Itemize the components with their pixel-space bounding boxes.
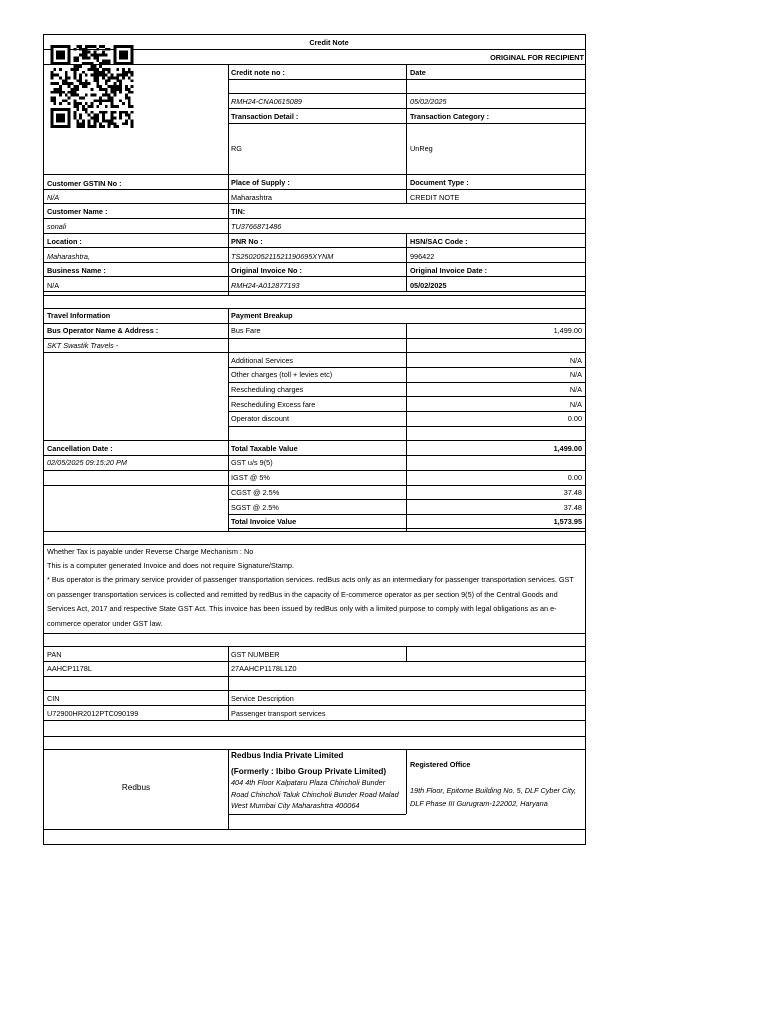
table-rule	[228, 308, 229, 531]
travel-info-heading: Travel Information	[47, 311, 111, 320]
hsn-label: HSN/SAC Code :	[410, 237, 468, 246]
gst-number-label: GST NUMBER	[231, 650, 280, 659]
table-rule	[43, 633, 586, 634]
table-rule	[228, 485, 586, 486]
table-rule	[43, 661, 586, 662]
payment-row-value: N/A	[569, 370, 582, 379]
table-rule	[43, 189, 586, 190]
copy-label: ORIGINAL FOR RECIPIENT	[490, 53, 584, 62]
table-rule	[43, 291, 586, 292]
reverse-charge-note: Whether Tax is payable under Reverse Charge Mechanism : No	[47, 547, 254, 556]
sgst-label: SGST @ 2.5%	[231, 503, 279, 512]
table-rule	[43, 705, 586, 706]
payment-row-label: Other charges (toll + levies etc)	[231, 370, 333, 379]
table-rule	[228, 646, 229, 720]
igst-label: IGST @ 5%	[231, 473, 270, 482]
table-rule	[228, 123, 586, 124]
sgst-value: 37.48	[563, 503, 582, 512]
cancellation-date-value: 02/05/2025 09:15:20 PM	[47, 458, 127, 467]
total-invoice-value: 1,573.95	[553, 517, 582, 526]
table-rule	[43, 440, 228, 441]
table-rule	[406, 174, 407, 203]
transaction-detail-value: RG	[231, 144, 242, 153]
table-rule	[43, 749, 586, 750]
table-rule	[228, 352, 586, 353]
igst-value: 0.00	[567, 473, 582, 482]
table-rule	[43, 720, 586, 721]
table-rule	[43, 233, 586, 234]
table-rule	[43, 276, 586, 277]
payment-row-value: 0.00	[567, 414, 582, 423]
table-rule	[43, 676, 586, 677]
table-rule	[228, 470, 586, 471]
document-type-label: Document Type :	[410, 178, 469, 187]
customer-name-label: Customer Name :	[47, 207, 108, 216]
table-rule	[43, 295, 586, 296]
table-rule	[228, 108, 586, 109]
document-type-value: CREDIT NOTE	[410, 193, 460, 202]
total-taxable-value: 1,499.00	[553, 444, 582, 453]
table-rule	[406, 323, 407, 531]
table-rule	[228, 367, 586, 368]
table-rule	[43, 544, 586, 545]
gst-number-value: 27AAHCP1178L1Z0	[231, 664, 297, 673]
cgst-label: CGST @ 2.5%	[231, 488, 280, 497]
hsn-value: 996422	[410, 252, 435, 261]
cgst-value: 37.48	[563, 488, 582, 497]
table-rule	[228, 382, 586, 383]
payment-row-value: N/A	[569, 385, 582, 394]
table-rule	[228, 411, 586, 412]
company-name: Redbus India Private Limited	[231, 751, 344, 760]
table-rule	[406, 64, 407, 174]
original-invoice-no-value: RMH24-A012877193	[231, 281, 300, 290]
original-invoice-date-value: 05/02/2025	[410, 281, 447, 290]
tin-value: TU3766871486	[231, 222, 282, 231]
table-rule	[228, 814, 406, 815]
pnr-label: PNR No :	[231, 237, 263, 246]
table-rule	[43, 829, 586, 830]
credit-note-no-value: RMH24-CNA0615089	[231, 97, 302, 106]
bus-operator-value: SKT Swastik Travels -	[47, 341, 119, 350]
gst-section-label: GST u/s 9(5)	[231, 458, 273, 467]
table-rule	[43, 470, 228, 471]
pnr-value: TS250205211521190695XYNM	[231, 252, 334, 261]
table-rule	[43, 308, 586, 309]
cancellation-date-label: Cancellation Date :	[47, 444, 113, 453]
table-rule	[43, 736, 586, 737]
cin-label: CIN	[47, 694, 60, 703]
table-rule	[43, 203, 586, 204]
bus-operator-label: Bus Operator Name & Address :	[47, 326, 159, 335]
tin-label: TIN:	[231, 207, 246, 216]
customer-gstin-value: N/A	[47, 193, 60, 202]
table-rule	[43, 262, 586, 263]
transaction-category-value: UnReg	[410, 144, 433, 153]
table-rule	[228, 79, 586, 80]
original-invoice-no-label: Original Invoice No :	[231, 266, 302, 275]
service-description-value: Passenger transport services	[231, 709, 326, 718]
payment-row-label: Rescheduling charges	[231, 385, 304, 394]
place-of-supply-value: Maharashtra	[231, 193, 272, 202]
table-rule	[43, 218, 586, 219]
cin-value: U72900HR2012PTC090199	[47, 709, 139, 718]
payment-breakup-heading: Payment Breakup	[231, 311, 293, 320]
place-of-supply-label: Place of Supply :	[231, 178, 290, 187]
pan-label: PAN	[47, 650, 62, 659]
table-rule	[43, 323, 586, 324]
total-invoice-label: Total Invoice Value	[231, 517, 297, 526]
table-rule	[43, 247, 586, 248]
table-rule	[228, 528, 586, 529]
table-rule	[228, 455, 586, 456]
date-label: Date	[410, 68, 426, 77]
registered-office-label: Registered Office	[410, 760, 471, 769]
payment-row-value: N/A	[569, 400, 582, 409]
transaction-detail-label: Transaction Detail :	[231, 112, 299, 121]
credit-note-no-label: Credit note no :	[231, 68, 285, 77]
date-value: 05/02/2025	[410, 97, 447, 106]
table-rule	[43, 485, 228, 486]
business-name-label: Business Name :	[47, 266, 106, 275]
table-rule	[406, 749, 407, 814]
brand-name: Redbus	[121, 783, 151, 792]
registered-office-address: 19th Floor, Epitome Building No. 5, DLF Cyber City, DLF Phase III Gurugram-122002, Haryana	[410, 786, 577, 808]
payment-row-label: Operator discount	[231, 414, 290, 423]
table-rule	[228, 426, 586, 427]
company-former-name: (Formerly : Ibibo Group Private Limited)	[231, 767, 387, 776]
table-rule	[43, 174, 586, 175]
table-rule	[43, 646, 586, 647]
table-rule	[43, 531, 586, 532]
table-rule	[406, 646, 407, 661]
pan-value: AAHCP1178L	[47, 664, 92, 673]
gst-disclaimer: * Bus operator is the primary service provider of passenger transportation services. redBus acts only as an intermediary for passenger transportation services. GST on passenger transportation services is collected and remitted by redBus in the capacity of E-commerce operator as per section 9(5) of the Central Goods and Services Act, 2017 and respective State GST Act. This invoice has been issued by redBus only with a limited purpose to comply with legal obligations as an e-commerce operator under GST law.	[47, 575, 574, 628]
table-rule	[43, 455, 228, 456]
payment-row-value: 1,499.00	[553, 326, 582, 335]
table-rule	[228, 749, 229, 829]
transaction-category-label: Transaction Category :	[410, 112, 490, 121]
business-name-value: N/A	[47, 281, 60, 290]
location-value: Maharashtra,	[47, 252, 90, 261]
document-title: Credit Note	[309, 38, 349, 47]
table-rule	[228, 440, 586, 441]
company-address: 404 4th Floor Kalpataru Plaza Chincholi Bunder Road Chincholi Taluk Chincholi Bunder Road Malad West Mumbai City Maharashtra 400064	[231, 778, 399, 810]
table-rule	[43, 352, 228, 353]
original-invoice-date-label: Original Invoice Date :	[410, 266, 488, 275]
payment-row-label: Additional Services	[231, 356, 294, 365]
table-rule	[406, 233, 407, 291]
table-rule	[228, 514, 586, 515]
payment-row-label: Rescheduling Excess fare	[231, 400, 316, 409]
location-label: Location :	[47, 237, 82, 246]
service-description-label: Service Description	[231, 694, 294, 703]
table-rule	[228, 93, 586, 94]
qr-code-icon	[49, 45, 135, 128]
computer-generated-note: This is a computer generated Invoice and does not require Signature/Stamp.	[47, 561, 295, 570]
table-rule	[228, 396, 586, 397]
customer-gstin-label: Customer GSTIN No :	[47, 179, 122, 188]
table-rule	[228, 64, 229, 295]
payment-row-value: N/A	[569, 356, 582, 365]
total-taxable-label: Total Taxable Value	[231, 444, 298, 453]
table-rule	[43, 338, 586, 339]
payment-row-label: Bus Fare	[231, 326, 261, 335]
table-rule	[43, 690, 586, 691]
table-rule	[228, 499, 586, 500]
customer-name-value: sonali	[47, 222, 67, 231]
